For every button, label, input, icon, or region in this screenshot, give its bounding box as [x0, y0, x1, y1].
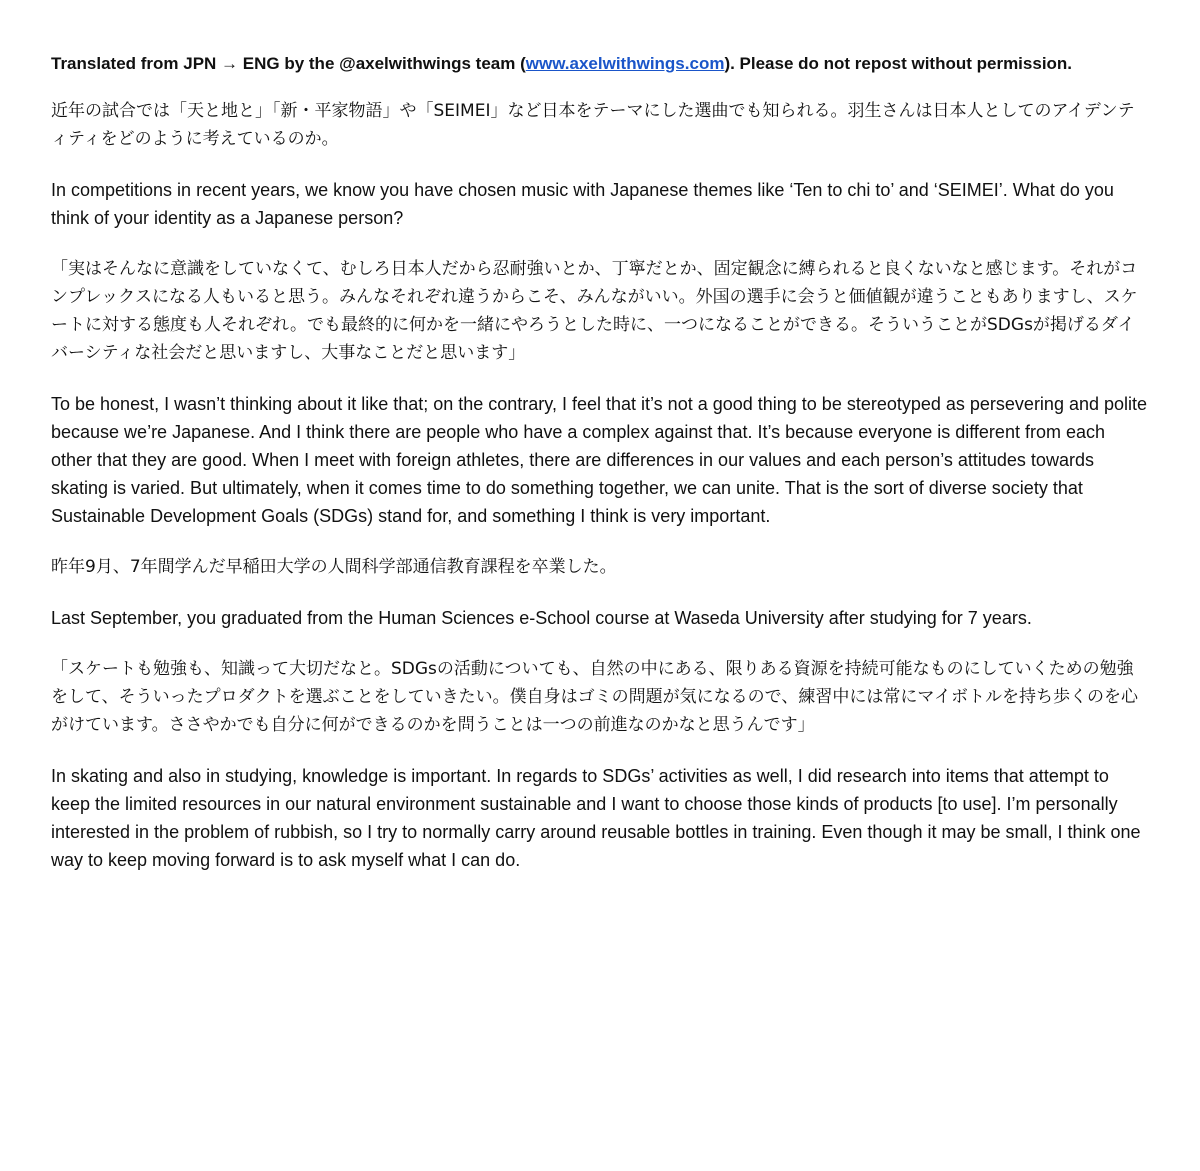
- translation-credit: [51, 50, 1148, 77]
- answer-2-japanese: 「スケートも勉強も、知識って大切だなと。SDGsの活動についても、自然の中にある、限りある資源を持続可能なものにしていくための勉強をして、そういったプロダクトを選ぶことをしていきたい。僕自身はゴミの問題が気になるので、練習中には常にマイボトルを持ち歩くのを心がけています。ささやかでも自分に何ができるのかを問うことは一つの前進なのかなと思うんです」: [51, 659, 1138, 735]
- answer-1-japanese: 「実はそんなに意識をしていなくて、むしろ日本人だから忍耐強いとか、丁寧だとか、固定観念に縛られると良くないなと感じます。それがコンプレックスになる人もいると思う。みんなそれぞれ違うからこそ、みんながいい。外国の選手に会うと価値観が違うこともありますし、スケートに対する態度も人それぞれ。でも最終的に何かを一緒にやろうとした時に、一つになることができる。そういうことがSDGsが掲げるダイバーシティな社会だと思いますし、大事なことだと思います」: [51, 259, 1138, 363]
- credit-prefix: Translated from JPN → ENG by the @axelwithwings team (: [51, 54, 526, 73]
- question-1-japanese: 近年の試合では「天と地と」「新・平家物語」や「SEIMEI」など日本をテーマにした選曲でも知られる。羽生さんは日本人としてのアイデンティティをどのように考えているのか。: [51, 101, 1135, 149]
- answer-1-english: To be honest, I wasn’t thinking about it like that; on the contrary, I feel that it’s not a good thing to be stereotyped as persevering and polite because we’re Japanese. And I think there are people who have a complex against that. It’s because everyone is different from each other that they are good. When I meet with foreign athletes, there are differences in our values and each person’s attitudes towards skating is varied. But ultimately, when it comes time to do something together, we can unite. That is the sort of diverse society that Sustainable Development Goals (SDGs) stand for, and something I think is very important.: [51, 394, 1148, 526]
- credit-suffix: ). Please do not repost without permission.: [724, 54, 1073, 73]
- question-2-english: Last September, you graduated from the Human Sciences e-School course at Waseda University after studying for 7 years.: [51, 608, 1032, 628]
- question-1-english: In competitions in recent years, we know you have chosen music with Japanese themes like ‘Ten to chi to’ and ‘SEIMEI’. What do you think of your identity as a Japanese person?: [51, 180, 1114, 228]
- question-2-japanese: 昨年9月、7年間学んだ早稲田大学の人間科学部通信教育課程を卒業した。: [51, 557, 617, 577]
- answer-2-english: In skating and also in studying, knowledge is important. In regards to SDGs’ activities as well, I did research into items that attempt to keep the limited resources in our natural environment sustainable and I want to choose those kinds of products [to use]. I’m personally interested in the problem of rubbish, so I try to normally carry around reusable bottles in training. Even though it may be small, I think one way to keep moving forward is to ask myself what I can do.: [51, 766, 1141, 870]
- axelwithwings-link[interactable]: www.axelwithwings.com: [525, 54, 725, 73]
